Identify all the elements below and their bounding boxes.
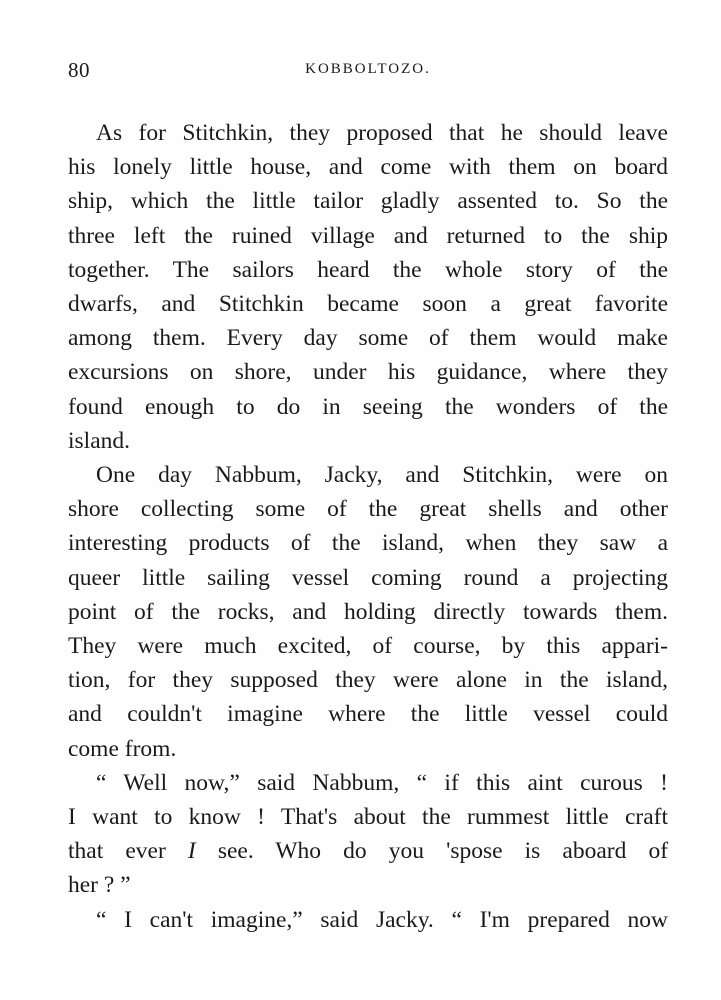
text-line: queer little sailing vessel coming round a projecting	[68, 564, 668, 591]
text-fragment: that ever	[68, 838, 166, 865]
text-line-with-italic	[68, 834, 668, 868]
text-line: One day Nabbum, Jacky, and Stitchkin, were on	[96, 462, 668, 489]
text-line: As for Stitchkin, they proposed that he should leave	[96, 120, 668, 146]
text-line: come from.	[68, 735, 177, 762]
italic-word: I	[187, 838, 196, 865]
text-line: island.	[68, 427, 131, 454]
paragraph-1	[68, 116, 668, 458]
text-line: found enough to do in seeing the wonders of the	[68, 393, 668, 420]
text-line: point of the rocks, and holding directly towards them.	[68, 598, 668, 625]
text-fragment: see. Who do you 'spose is aboard of	[217, 838, 669, 865]
text-line: interesting products of the island, when they saw a	[68, 530, 668, 557]
text-line: three left the ruined village and returned to the ship	[68, 222, 668, 249]
text-line: dwarfs, and Stitchkin became soon a great favorite	[68, 291, 668, 318]
text-line: and couldn't imagine where the little vessel could	[68, 701, 668, 728]
text-line: excursions on shore, under his guidance, where they	[68, 359, 668, 386]
text-line: I want to know ! That's about the rummest little craft	[68, 804, 668, 831]
running-title: KOBBOLTOZO.	[305, 61, 431, 77]
text-line: tion, for they supposed they were alone in the island,	[68, 667, 668, 694]
text-line: among them. Every day some of them would make	[68, 325, 668, 352]
text-line: together. The sailors heard the whole story of the	[68, 256, 668, 283]
text-line: ship, which the little tailor gladly assented to. So the	[68, 188, 668, 215]
text-line: her ? ”	[68, 872, 131, 899]
text-line: “ Well now,” said Nabbum, “ if this aint curous !	[96, 769, 668, 796]
text-line: They were much excited, of course, by this appari-	[68, 633, 668, 660]
paragraph-4	[68, 903, 668, 937]
page-number: 80	[68, 58, 90, 82]
paragraph-3	[68, 766, 668, 903]
body-text	[68, 116, 668, 937]
text-line: “ I can't imagine,” said Jacky. “ I'm prepared now	[96, 906, 668, 933]
page-header	[68, 58, 668, 88]
text-line: shore collecting some of the great shells and other	[68, 496, 668, 523]
text-line: his lonely little house, and come with them on board	[68, 154, 668, 181]
paragraph-2	[68, 458, 668, 766]
